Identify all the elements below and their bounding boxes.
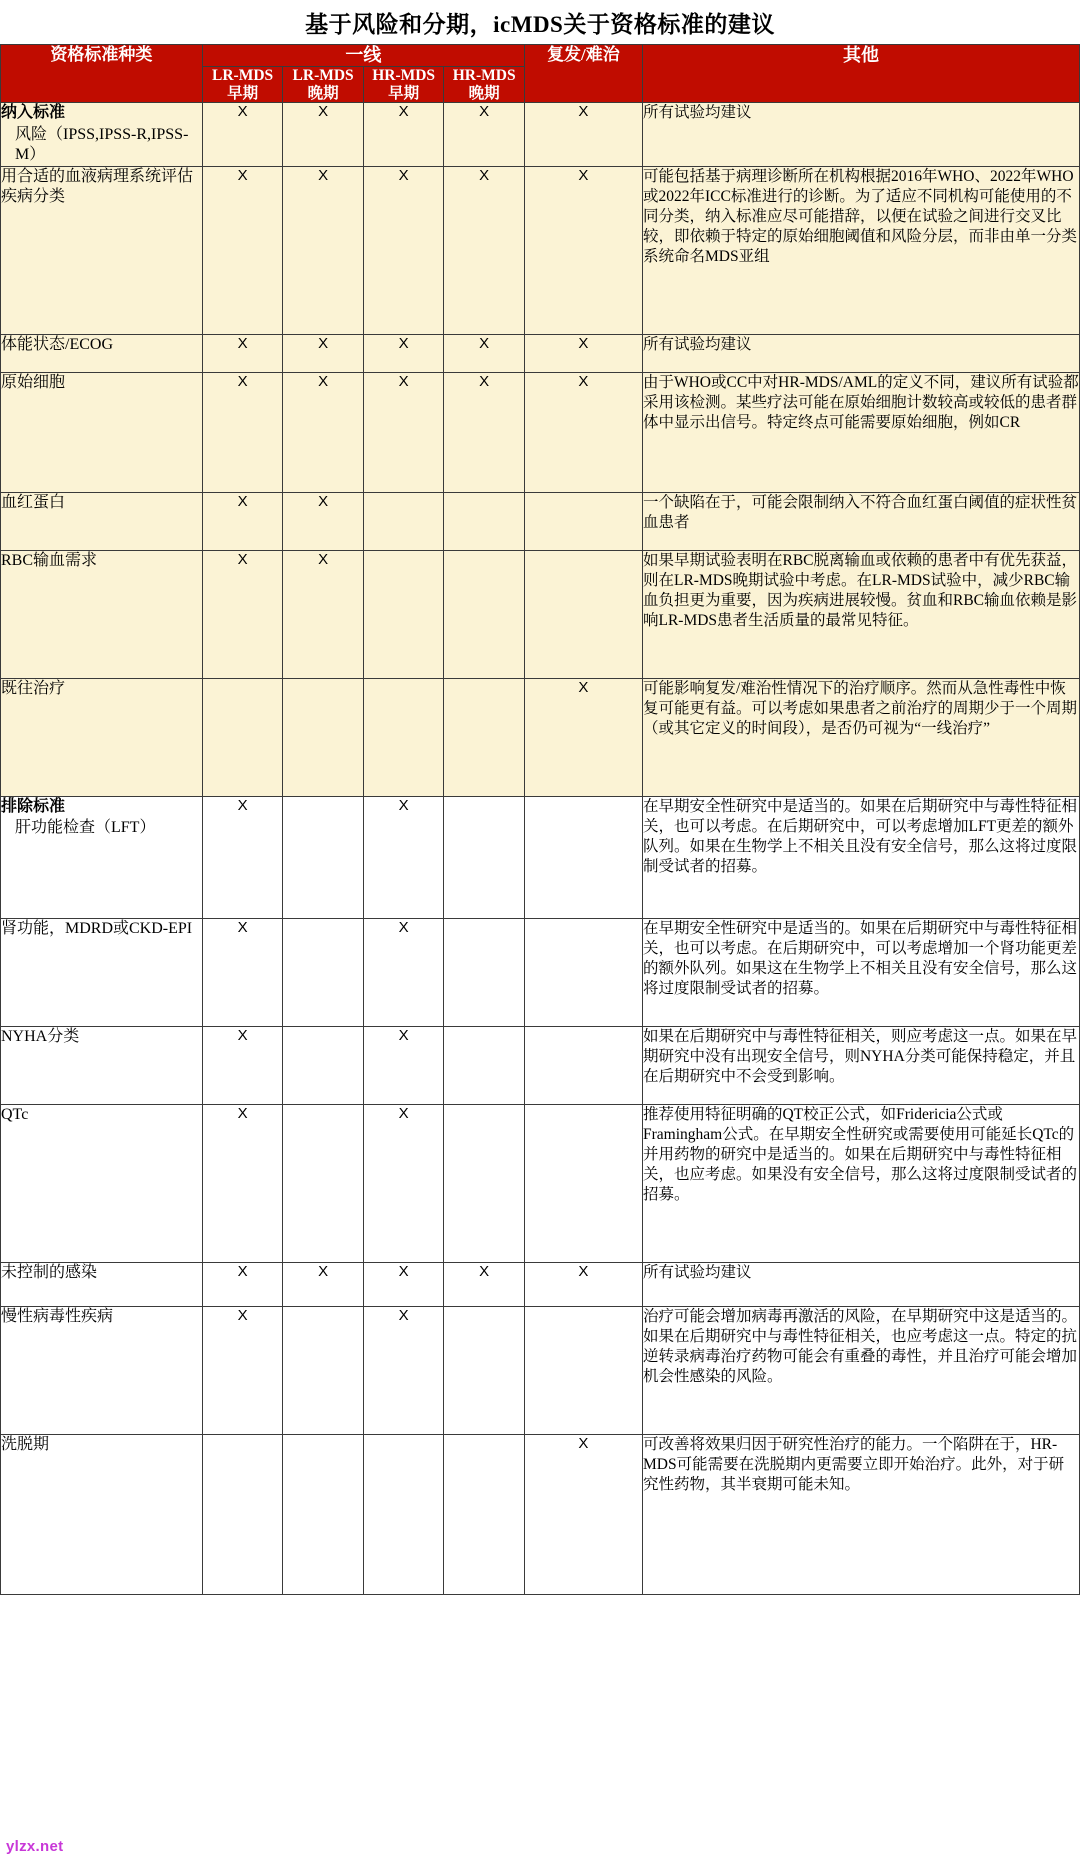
header-first-line-group: 一线 [202, 45, 524, 67]
mark-lr-mds-early: X [202, 492, 283, 550]
mark-lr-mds-late [283, 1434, 364, 1594]
other-notes-cell: 可改善将效果归因于研究性治疗的能力。一个陷阱在于，HR-MDS可能需要在洗脱期内更需要立即开始治疗。此外，对于研究性药物，其半衰期可能未知。 [642, 1434, 1079, 1594]
criterion-label: 肾功能，MDRD或CKD-EPI [1, 919, 193, 937]
other-notes-cell: 如果在后期研究中与毒性特征相关，则应考虑这一点。如果在早期研究中没有出现安全信号，则NYHA分类可能保持稳定，并且在后期研究中不会受到影响。 [642, 1026, 1079, 1104]
header-other: 其他 [642, 45, 1079, 103]
table-row [1, 678, 1080, 796]
other-notes-cell: 所有试验均建议 [642, 1262, 1079, 1306]
table-row [1, 372, 1080, 492]
mark-hr-mds-late: X [444, 334, 525, 372]
header-subcol-line2: 晚期 [468, 84, 500, 102]
criterion-label: 洗脱期 [1, 1435, 50, 1453]
other-notes-cell: 所有试验均建议 [642, 103, 1079, 166]
criterion-label: 用合适的血液病理系统评估疾病分类 [1, 167, 194, 206]
other-notes-cell: 推荐使用特征明确的QT校正公式，如Fridericia公式或Framingham公式。在早期安全性研究或需要使用可能延长QTc的并用药物的研究中是适当的。如果在后期研究中与毒性特征相关，也应考虑。如果没有安全信号，那么这将过度限制受试者的招募。 [642, 1104, 1079, 1262]
mark-hr-mds-late [444, 492, 525, 550]
eligibility-criteria-table [0, 44, 1080, 1595]
criterion-cell [1, 796, 203, 918]
mark-hr-mds-early [363, 678, 444, 796]
mark-relapsed-refractory [524, 918, 642, 1026]
other-notes-cell: 所有试验均建议 [642, 334, 1079, 372]
mark-hr-mds-early [363, 492, 444, 550]
mark-hr-mds-late [444, 1306, 525, 1434]
mark-lr-mds-late [283, 796, 364, 918]
mark-hr-mds-late: X [444, 1262, 525, 1306]
criterion-label: 肝功能检查（LFT） [15, 819, 156, 837]
mark-relapsed-refractory [524, 1306, 642, 1434]
table-row [1, 166, 1080, 334]
criterion-cell [1, 1262, 203, 1306]
section-heading: 排除标准 [1, 797, 66, 815]
table-row [1, 550, 1080, 678]
mark-hr-mds-early: X [363, 334, 444, 372]
criterion-label: 未控制的感染 [1, 1263, 98, 1281]
mark-lr-mds-early [202, 1434, 283, 1594]
mark-hr-mds-early: X [363, 1026, 444, 1104]
criterion-cell [1, 103, 203, 166]
criterion-cell [1, 1434, 203, 1594]
table-row [1, 796, 1080, 918]
header-subcol-line2: 早期 [388, 84, 420, 102]
mark-relapsed-refractory [524, 1104, 642, 1262]
mark-relapsed-refractory: X [524, 1262, 642, 1306]
mark-relapsed-refractory [524, 492, 642, 550]
mark-hr-mds-late: X [444, 103, 525, 166]
mark-lr-mds-late: X [283, 334, 364, 372]
mark-hr-mds-early [363, 550, 444, 678]
watermark: ylzx.net [6, 1838, 64, 1855]
page-title: 基于风险和分期，icMDS关于资格标准的建议 [305, 12, 775, 37]
header-subcol-line2: 晚期 [307, 84, 339, 102]
other-notes-cell: 如果早期试验表明在RBC脱离输血或依赖的患者中有优先获益，则在LR-MDS晚期试验中考虑。在LR-MDS试验中，减少RBC输血负担更为重要，因为疾病进展较慢。贫血和RBC输血依赖是影响LR-MDS患者生活质量的最常见特征。 [642, 550, 1079, 678]
mark-hr-mds-late [444, 796, 525, 918]
table-row [1, 918, 1080, 1026]
mark-hr-mds-early: X [363, 372, 444, 492]
table-row [1, 103, 1080, 166]
criterion-label: RBC输血需求 [1, 551, 98, 569]
header-subcol-line1: HR-MDS [372, 66, 436, 84]
mark-lr-mds-late [283, 678, 364, 796]
table-row [1, 1306, 1080, 1434]
mark-hr-mds-late [444, 1434, 525, 1594]
mark-lr-mds-early [202, 678, 283, 796]
mark-hr-mds-late [444, 1026, 525, 1104]
criterion-cell [1, 678, 203, 796]
header-relapsed-refractory: 复发/难治 [524, 45, 642, 103]
header-subcol-line2: 早期 [227, 84, 259, 102]
criterion-cell [1, 1104, 203, 1262]
other-notes-cell: 治疗可能会增加病毒再激活的风险，在早期研究中这是适当的。如果在后期研究中与毒性特征相关，也应考虑这一点。特定的抗逆转录病毒治疗药物可能会有重叠的毒性，并且治疗可能会增加机会性感染的风险。 [642, 1306, 1079, 1434]
mark-lr-mds-early: X [202, 103, 283, 166]
mark-relapsed-refractory: X [524, 1434, 642, 1594]
criterion-label: 既往治疗 [1, 679, 66, 697]
mark-relapsed-refractory: X [524, 678, 642, 796]
mark-lr-mds-early: X [202, 1026, 283, 1104]
section-heading: 纳入标准 [1, 104, 66, 122]
mark-relapsed-refractory: X [524, 166, 642, 334]
criterion-label: 体能状态/ECOG [1, 335, 114, 353]
mark-hr-mds-early: X [363, 1262, 444, 1306]
mark-lr-mds-late: X [283, 492, 364, 550]
table-header [1, 45, 1080, 103]
mark-hr-mds-late [444, 1104, 525, 1262]
mark-lr-mds-early: X [202, 334, 283, 372]
criterion-cell [1, 1306, 203, 1434]
mark-lr-mds-late [283, 1306, 364, 1434]
mark-hr-mds-early: X [363, 918, 444, 1026]
criterion-label: 慢性病毒性疾病 [1, 1307, 114, 1325]
header-criteria-type: 资格标准种类 [1, 45, 203, 103]
mark-lr-mds-late: X [283, 166, 364, 334]
mark-hr-mds-early [363, 1434, 444, 1594]
mark-hr-mds-early: X [363, 103, 444, 166]
table-row [1, 334, 1080, 372]
other-notes-cell: 可能包括基于病理诊断所在机构根据2016年WHO、2022年WHO或2022年ICC标准进行的诊断。为了适应不同机构可能使用的不同分类，纳入标准应尽可能措辞，以便在试验之间进行交叉比较，即依赖于特定的原始细胞阈值和风险分层，而非由单一分类系统命名MDS亚组 [642, 166, 1079, 334]
header-subcol-line1: LR-MDS [212, 66, 274, 84]
mark-lr-mds-early: X [202, 1262, 283, 1306]
other-notes-cell: 在早期安全性研究中是适当的。如果在后期研究中与毒性特征相关，也可以考虑。在后期研究中，可以考虑增加一个肾功能更差的额外队列。如果这在生物学上不相关且没有安全信号，那么这将过度限制受试者的招募。 [642, 918, 1079, 1026]
table-row [1, 492, 1080, 550]
mark-lr-mds-late: X [283, 103, 364, 166]
criterion-cell [1, 372, 203, 492]
criterion-label: QTc [1, 1105, 29, 1123]
table-row [1, 1434, 1080, 1594]
mark-lr-mds-late: X [283, 372, 364, 492]
criterion-label: 血红蛋白 [1, 493, 66, 511]
other-notes-cell: 可能影响复发/难治性情况下的治疗顺序。然而从急性毒性中恢复可能更有益。可以考虑如果患者之前治疗的周期少于一个周期（或其它定义的时间段），是否仍可视为“一线治疗” [642, 678, 1079, 796]
mark-lr-mds-early: X [202, 1306, 283, 1434]
criterion-cell [1, 492, 203, 550]
criterion-label: NYHA分类 [1, 1027, 80, 1045]
header-subcol-lr-mds-late [283, 66, 364, 103]
header-subcol-line1: LR-MDS [292, 66, 354, 84]
mark-lr-mds-early: X [202, 1104, 283, 1262]
mark-hr-mds-early: X [363, 1104, 444, 1262]
mark-hr-mds-early: X [363, 166, 444, 334]
header-subcol-lr-mds-early [202, 66, 283, 103]
mark-hr-mds-late [444, 550, 525, 678]
mark-relapsed-refractory: X [524, 372, 642, 492]
criterion-cell [1, 918, 203, 1026]
table-row [1, 1104, 1080, 1262]
mark-hr-mds-late [444, 678, 525, 796]
criterion-cell [1, 166, 203, 334]
mark-lr-mds-early: X [202, 166, 283, 334]
header-subcol-line1: HR-MDS [452, 66, 516, 84]
other-notes-cell: 在早期安全性研究中是适当的。如果在后期研究中与毒性特征相关，也可以考虑。在后期研究中，可以考虑增加LFT更差的额外队列。如果在生物学上不相关且没有安全信号，那么这将过度限制受试者的招募。 [642, 796, 1079, 918]
mark-lr-mds-late: X [283, 550, 364, 678]
table-body [1, 103, 1080, 1594]
mark-hr-mds-late [444, 918, 525, 1026]
mark-lr-mds-late [283, 1104, 364, 1262]
mark-hr-mds-early: X [363, 796, 444, 918]
mark-hr-mds-early: X [363, 1306, 444, 1434]
mark-lr-mds-early: X [202, 918, 283, 1026]
mark-hr-mds-late: X [444, 372, 525, 492]
criterion-label: 原始细胞 [1, 373, 66, 391]
table-row [1, 1026, 1080, 1104]
mark-lr-mds-early: X [202, 796, 283, 918]
header-subcol-hr-mds-late [444, 66, 525, 103]
criterion-cell [1, 334, 203, 372]
mark-lr-mds-late [283, 1026, 364, 1104]
header-subcol-hr-mds-early [363, 66, 444, 103]
mark-lr-mds-late: X [283, 1262, 364, 1306]
mark-relapsed-refractory [524, 550, 642, 678]
mark-lr-mds-early: X [202, 372, 283, 492]
criterion-cell [1, 550, 203, 678]
other-notes-cell: 由于WHO或CC中对HR-MDS/AML的定义不同，建议所有试验都采用该检测。某些疗法可能在原始细胞计数较高或较低的患者群体中显示出信号。特定终点可能需要原始细胞，例如CR [642, 372, 1079, 492]
criterion-label: 风险（IPSS,IPSS-R,IPSS-M） [15, 125, 189, 164]
criterion-cell [1, 1026, 203, 1104]
mark-hr-mds-late: X [444, 166, 525, 334]
mark-relapsed-refractory [524, 796, 642, 918]
mark-lr-mds-early: X [202, 550, 283, 678]
mark-relapsed-refractory: X [524, 334, 642, 372]
mark-relapsed-refractory [524, 1026, 642, 1104]
table-row [1, 1262, 1080, 1306]
other-notes-cell: 一个缺陷在于，可能会限制纳入不符合血红蛋白阈值的症状性贫血患者 [642, 492, 1079, 550]
mark-relapsed-refractory: X [524, 103, 642, 166]
mark-lr-mds-late [283, 918, 364, 1026]
